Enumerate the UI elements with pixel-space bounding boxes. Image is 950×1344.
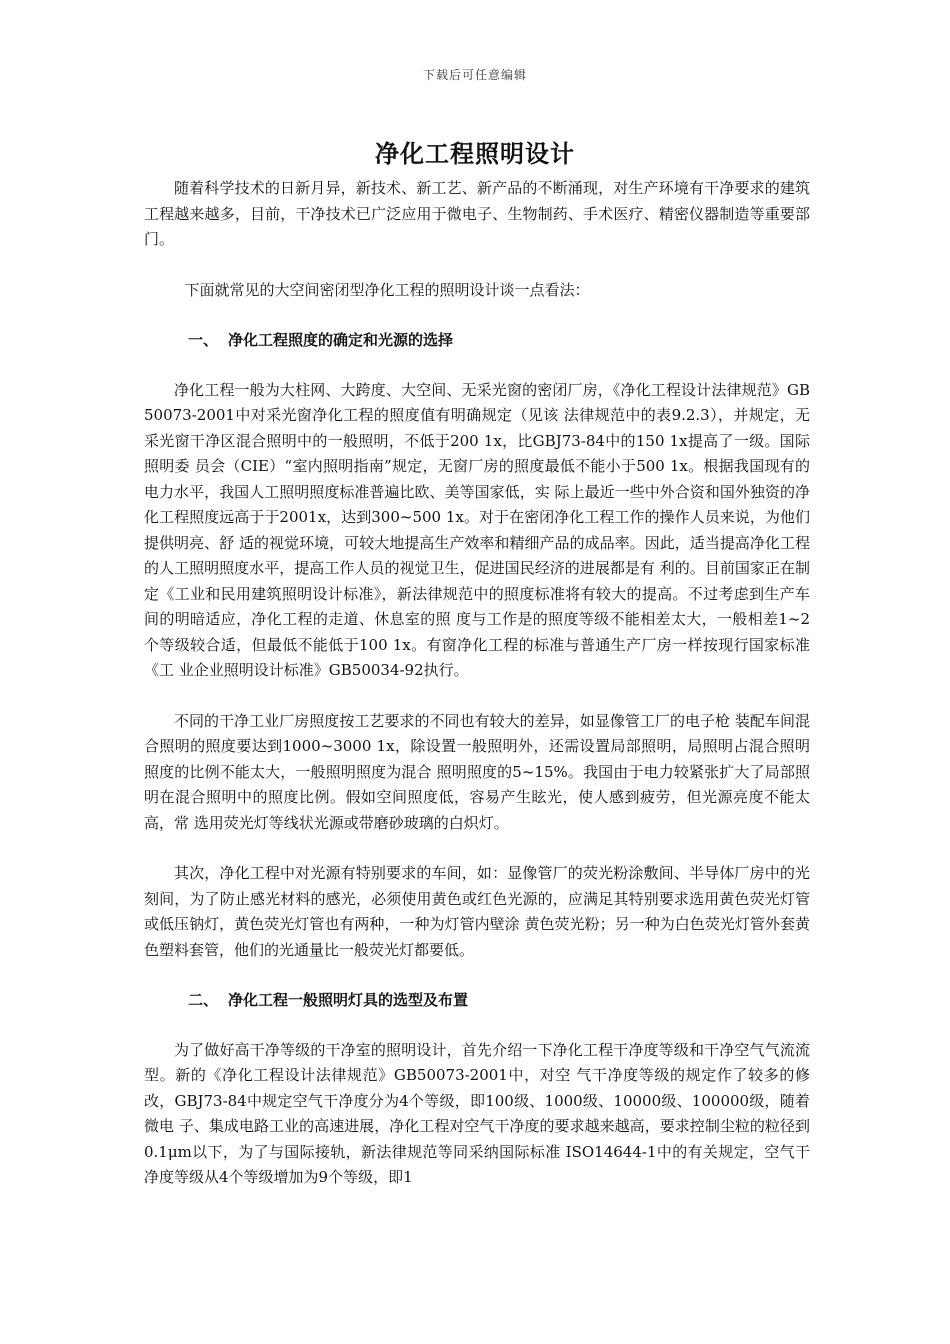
document-title: 净化工程照明设计 [375,140,575,168]
section-heading-2 [144,988,810,1014]
document-body [144,176,810,1216]
section-title: 净化工程照度的确定和光源的选择 [228,331,454,349]
body-paragraph: 不同的干净工业厂房照度按工艺要求的不同也有较大的差异，如显像管工厂的电子枪 装配车间混合照明的照度要达到1000~3000 1x，除设置一般照明外，还需设置局部照明，局照明占混合照明照度的比例不能太大，一般照明照度为混合 照明照度的5~15%。我国由于电力较紧张扩大了局部照明在混合照明中的照度比例。假如空间照度低，容易产生眩光，使人感到疲劳，但光源亮度不能太高，常 选用荧光灯等线状光源或带磨砂玻璃的白炽灯。 [144,711,810,832]
body-paragraph: 其次，净化工程中对光源有特别要求的车间，如：显像管厂的荧光粉涂敷间、半导体厂房中的光刻间，为了防止感光材料的感光，必须使用黄色或红色光源的，应满足其特别要求选用黄色荧光灯管或低压钠灯，黄色荧光灯管也有两种，一种为灯管内壁涂 黄色荧光粉；另一种为白色荧光灯管外套黄色塑料套管，他们的光通量比一般荧光灯都要低。 [144,864,810,959]
body-paragraph: 净化工程一般为大柱网、大跨度、大空间、无采光窗的密闭厂房，《净化工程设计法律规范》GB50073-2001中对采光窗净化工程的照度值有明确规定（见该 法律规范中的表9.2.3），并规定，无采光窗干净区混合照明中的一般照明，不低于200 1x，比GBJ73-84中的150 1x提高了一级。国际照明委 员会（CIE）“室内照明指南”规定，无窗厂房的照度最低不能小于500 1x。根据我国现有的电力水平，我国人工照明照度标准普遍比欧、美等国家低，实 际上最近一些中外合资和国外独资的净化工程照度远高于于2001x，达到300~500 1x。对于在密闭净化工程工作的操作人员来说，为他们提供明亮、舒 适的视觉环境，可较大地提高生产效率和精细产品的成品率。因此，适当提高净化工程的人工照明照度水平，提高工作人员的视觉卫生，促进国民经济的进展都是有 利的。目前国家正在制定《工业和民用建筑照明设计标准》，新法律规范中的照度标准将有较大的提高。不过考虑到生产车间的明暗适应，净化工程的走道、休息室的照 度与工作是的照度等级不能相差太大，一般相差1~2个等级较合适，但最低不能低于100 1x。有窗净化工程的标准与普通生产厂房一样按现行国家标准《工 业企业照明设计标准》GB50034-92执行。 [144,380,810,679]
section-number: 一、 [188,331,219,349]
body-paragraph: 为了做好高干净等级的干净室的照明设计，首先介绍一下净化工程干净度等级和干净空气气流流型。新的《净化工程设计法律规范》GB50073-2001中，对空 气干净度等级的规定作了较多的修改，GBJ73-84中规定空气干净度分为4个等级，即100级、1000级、10000级、100000级，随着微电 子、集成电路工业的高速进展，净化工程对空气干净度的要求越来越高，要求控制尘粒的粒径到0.1μm以下，为了与国际接轨，新法律规范等同采纳国际标准 ISO14644-1中的有关规定，空气干净度等级从4个等级增加为9个等级，即1 [144,1040,810,1186]
lead-in-paragraph: 下面就常见的大空间密闭型净化工程的照明设计谈一点看法： [184,280,590,299]
section-number: 二、 [188,991,219,1009]
section-heading-1 [144,328,810,354]
section-title: 净化工程一般照明灯具的选型及布置 [228,991,469,1009]
intro-paragraph: 随着科学技术的日新月异，新技术、新工艺、新产品的不断涌现，对生产环境有干净要求的建筑工程越来越多，目前，干净技术已广泛应用于微电子、生物制药、手术医疗、精密仪器制造等重要部门。 [144,179,810,248]
header-note: 下载后可任意编辑 [422,68,527,82]
